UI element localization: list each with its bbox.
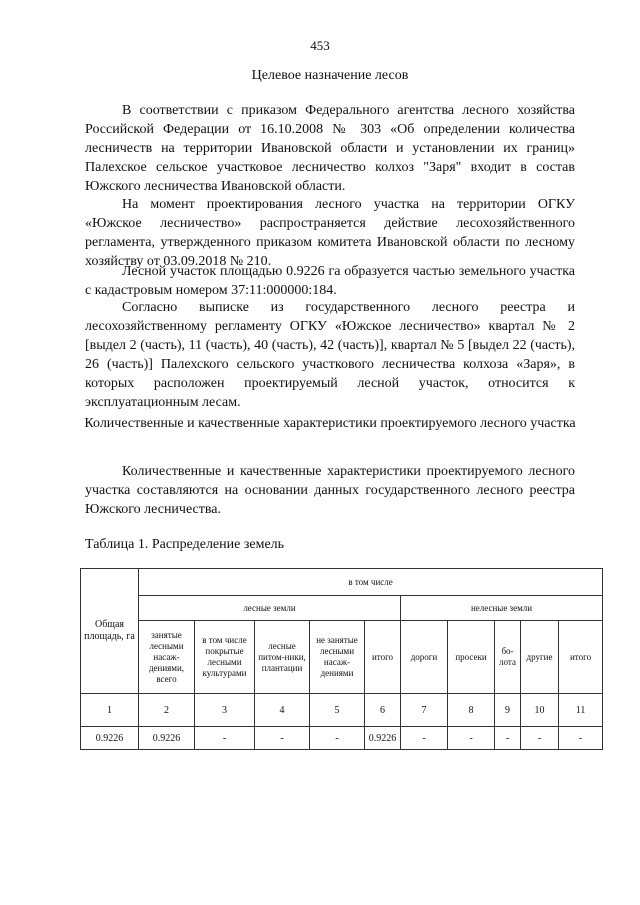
header-unstocked: не занятые лесными насаж-дениями bbox=[310, 621, 365, 694]
column-number: 7 bbox=[401, 694, 448, 727]
header-nurseries: лесные питом-ники, плантации bbox=[255, 621, 310, 694]
column-number: 5 bbox=[310, 694, 365, 727]
land-distribution-table bbox=[80, 568, 603, 750]
table-caption: Таблица 1. Распределение земель bbox=[85, 537, 285, 552]
header-other: другие bbox=[521, 621, 559, 694]
header-nonforest-lands: нелесные земли bbox=[401, 596, 603, 621]
column-number: 3 bbox=[195, 694, 255, 727]
table-cell: - bbox=[448, 727, 495, 750]
section-title-forest-purpose: Целевое назначение лесов bbox=[251, 68, 409, 83]
column-number: 9 bbox=[495, 694, 521, 727]
column-number: 4 bbox=[255, 694, 310, 727]
header-swamps: бо-лота bbox=[495, 621, 521, 694]
column-number: 11 bbox=[559, 694, 603, 727]
paragraph-registry-extract: Согласно выписке из государственного лесного реестра и лесохозяйственному регламенту ОГКУ «Южское лесничество» квартал № 2 [выдел 2 (часть), 11 (часть), 40 (часть), 42 (часть)], квартал № 5 [выдел 22 (часть), 26 (часть)] Палехского сельского участкового лесничества колхоза «Заря», в которых расположен проектируемый лесной участок, относится к эксплуатационным лесам. bbox=[85, 300, 575, 410]
column-number-row bbox=[81, 694, 603, 727]
table-cell: - bbox=[310, 727, 365, 750]
page-number: 453 bbox=[310, 38, 330, 53]
table-cell: 0.9226 bbox=[365, 727, 401, 750]
column-number: 2 bbox=[139, 694, 195, 727]
paragraph-plot-area: Лесной участок площадью 0.9226 га образуется частью земельного участка с кадастровым номером 37:11:000000:184. bbox=[85, 264, 575, 298]
header-roads: дороги bbox=[401, 621, 448, 694]
paragraph-regulation: На момент проектирования лесного участка на территории ОГКУ «Южское лесничество» распространяется действие лесохозяйственного регламента, утвержденного приказом комитета Ивановской области по лесному хозяйству от 03.09.2018 № 210. bbox=[85, 197, 575, 269]
table-cell: - bbox=[559, 727, 603, 750]
header-clearings: просеки bbox=[448, 621, 495, 694]
header-stocked: занятые лесными насаж-дениями, всего bbox=[139, 621, 195, 694]
column-number: 8 bbox=[448, 694, 495, 727]
table-cell: - bbox=[521, 727, 559, 750]
column-number: 10 bbox=[521, 694, 559, 727]
table-cell: 0.9226 bbox=[81, 727, 139, 750]
table-cell: - bbox=[195, 727, 255, 750]
header-nonforest-total: итого bbox=[559, 621, 603, 694]
header-forest-lands: лесные земли bbox=[139, 596, 401, 621]
header-including: в том числе bbox=[139, 569, 603, 596]
table-cell: - bbox=[401, 727, 448, 750]
column-number: 6 bbox=[365, 694, 401, 727]
section-title-characteristics: Количественные и качественные характеристики проектируемого лесного участка bbox=[84, 416, 576, 431]
column-number: 1 bbox=[81, 694, 139, 727]
header-forest-total: итого bbox=[365, 621, 401, 694]
table-cell: - bbox=[255, 727, 310, 750]
table-cell: - bbox=[495, 727, 521, 750]
paragraph-characteristics: Количественные и качественные характеристики проектируемого лесного участка составляются на основании данных государственного лесного реестра Южского лесничества. bbox=[85, 464, 575, 517]
header-plantations: в том числе покрытые лесными культурами bbox=[195, 621, 255, 694]
table-cell: 0.9226 bbox=[139, 727, 195, 750]
paragraph-order-reference: В соответствии с приказом Федерального агентства лесного хозяйства Российской Федерации от 16.10.2008 № 303 «Об определении количества лесничеств на территории Ивановской области и установлении их границ» Палехское сельское участковое лесничество колхоз "Заря" входит в состав Южского лесничества Ивановской области. bbox=[85, 103, 575, 194]
header-total-area: Общая площадь, га bbox=[81, 569, 139, 694]
table-row bbox=[81, 727, 603, 750]
